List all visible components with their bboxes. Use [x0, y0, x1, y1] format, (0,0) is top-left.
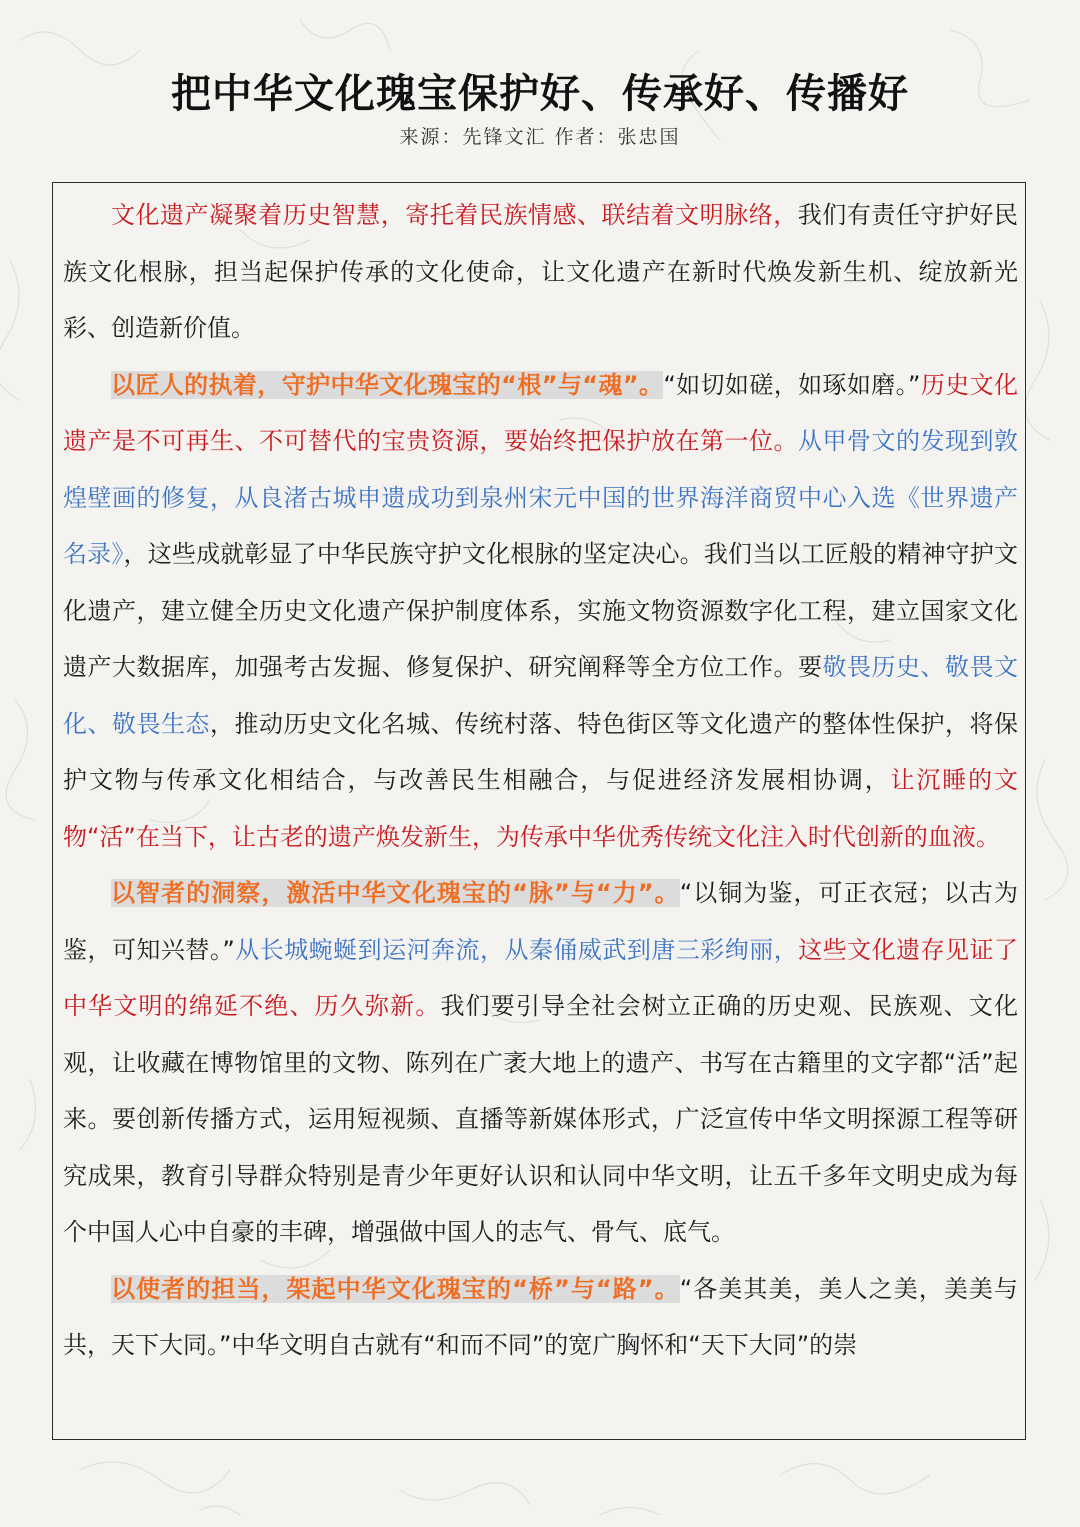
- paragraph-intro: [63, 187, 1018, 357]
- paragraph-pulse-power: [63, 865, 1018, 1261]
- heritage-work-text: ，这些成就彰显了中华民族守护文化根脉的坚定决心。我们当以工匠般的精神守护文化遗产，建立健全历史文化遗产保护制度体系，实施文物资源数字化工程，建立国家文化遗产大数据库，加强考古发掘、修复保护、研究阐释等全方位工作。要: [63, 540, 1019, 681]
- holistic-protection-text: ，推动历史文化名城、传统村落、特色街区等文化遗产的整体性保护，将保护文物与传承文化相结合，与改善民生相融合，与促进经济发展相协调，: [63, 709, 1018, 794]
- quote-bronze-mirror: “以铜为鉴，可正衣冠；以古为鉴，可知兴替。”: [63, 879, 1019, 964]
- section-heading-pulse-power: 以智者的洞察，激活中华文化瑰宝的“脉”与“力”。: [111, 879, 680, 907]
- section-heading-root-soul: 以匠人的执着，守护中华文化瑰宝的“根”与“魂”。: [111, 370, 664, 399]
- article-byline: 来源：先锋文汇 作者：张忠国: [399, 126, 681, 148]
- civilization-witness-red: 这些文化遗存见证了中华文明的绵延不绝、历久弥新。: [63, 935, 1018, 1020]
- section-heading-bridge-road: 以使者的担当，架起中华文化瑰宝的“桥”与“路”。: [111, 1274, 680, 1303]
- revive-relics-red: 让沉睡的文物“活”在当下，让古老的遗产焕发新生，为传承中华优秀传统文化注入时代创新的血液。: [63, 766, 1019, 851]
- article-title: 把中华文化瑰宝保护好、传承好、传播好: [171, 71, 909, 117]
- intro-emphasis-red: 文化遗产凝聚着历史智慧，寄托着民族情感、联结着文明脉络，: [111, 201, 798, 229]
- paragraph-root-soul: [63, 357, 1018, 866]
- relic-examples-blue: 从长城蜿蜒到运河奔流，从秦俑威武到唐三彩绚丽，: [234, 935, 799, 964]
- harmony-text: “各美其美，美人之美，美美与共，天下大同。”中华文明自古就有“和而不同”的宽广胸怀和“天下大同”的崇: [63, 1274, 1019, 1359]
- paragraph-bridge-road: [63, 1261, 1018, 1374]
- quote-qie-cuo: “如切如磋，如琢如磨。”: [663, 370, 921, 399]
- article-body: [63, 187, 1018, 1374]
- heritage-priority-red: 历史文化遗产是不可再生、不可替代的宝贵资源，要始终把保护放在第一位。: [63, 370, 1018, 455]
- heritage-examples-blue: 从甲骨文的发现到敦煌壁画的修复，从良渚古城申遗成功到泉州宋元中国的世界海洋商贸中心入选《世界遗产名录》: [63, 427, 1018, 568]
- reverence-blue: 敬畏历史、敬畏文化、敬畏生态: [63, 653, 1018, 738]
- intro-text: 我们有责任守护好民族文化根脉，担当起保护传承的文化使命，让文化遗产在新时代焕发新生机、绽放新光彩、创造新价值。: [63, 201, 1019, 342]
- guidance-text: 我们要引导全社会树立正确的历史观、民族观、文化观，让收藏在博物馆里的文物、陈列在广袤大地上的遗产、书写在古籍里的文字都“活”起来。要创新传播方式，运用短视频、直播等新媒体形式，广泛宣传中华文明探源工程等研究成果，教育引导群众特别是青少年更好认识和认同中华文明，让五千多年文明史成为每个中国人心中自豪的丰碑，增强做中国人的志气、骨气、底气。: [63, 992, 1019, 1246]
